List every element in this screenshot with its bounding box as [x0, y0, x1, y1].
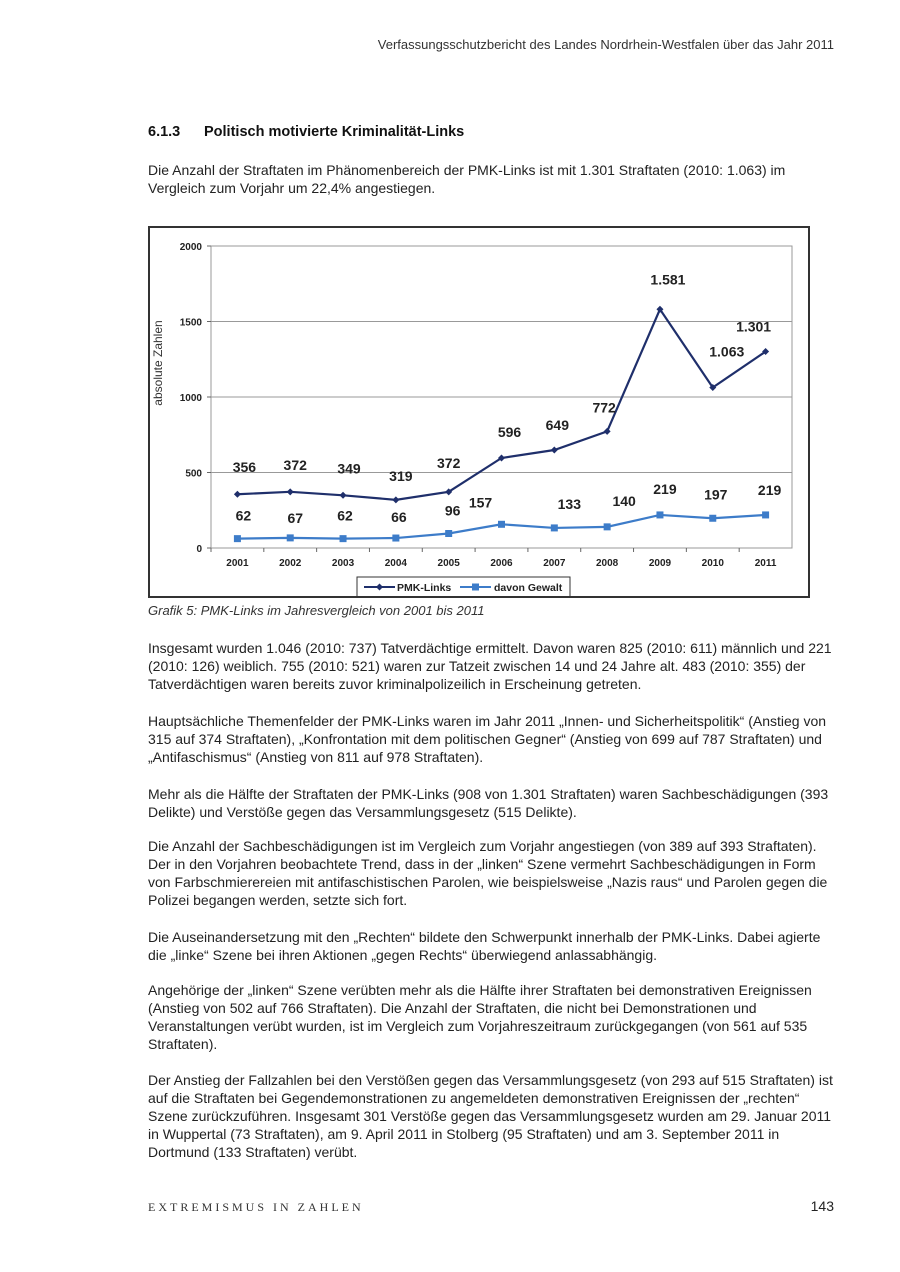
axis-ticks: [180, 242, 777, 569]
data-label-gewalt: 67: [287, 509, 304, 526]
data-label-gewalt: 197: [704, 486, 728, 503]
paragraph-7: Der Anstieg der Fallzahlen bei den Verstößen gegen das Versammlungsgesetz (von 293 auf 515 Straftaten) ist auf die Straftaten bei Gegendemonstrationen zu angemeldeten demonstrativen Ereignissen der „rechten“ Szene zurückzuführen. Insgesamt 301 Verstöße gegen das Versammlungsgesetz wurden am 29. Januar 2011 in Wuppertal (73 Straftaten), am 9. April 2011 in Stolberg (95 Straftaten) und am 3. September 2011 in Dortmund (133 Straftaten) verübt.: [148, 1072, 833, 1160]
data-label-pmk: 1.301: [736, 318, 772, 335]
data-point-pmk: [287, 488, 294, 495]
x-tick-label: 2011: [754, 558, 777, 569]
page-number: 143: [810, 1198, 834, 1214]
data-labels: [233, 271, 782, 526]
intro-paragraph: Die Anzahl der Straftaten im Phänomenbereich der PMK-Links ist mit 1.301 Straftaten (2010: 1.063) im Vergleich zum Vorjahr um 22,4% angestiegen.: [148, 162, 786, 196]
data-label-gewalt: 140: [612, 492, 636, 509]
paragraph-1: Insgesamt wurden 1.046 (2010: 737) Tatverdächtige ermittelt. Davon waren 825 (2010: 611) männlich und 221 (2010: 126) weiblich. 755 (2010: 521) waren zur Tatzeit zwischen 14 und 24 Jahre alt. 483 (2010: 355) der Tatverdächtigen waren bereits zuvor kriminalpolizeilich in Erscheinung getreten.: [148, 640, 832, 692]
data-point-gewalt: [445, 530, 452, 537]
x-tick-label: 2008: [596, 558, 619, 569]
legend-label-pmk: PMK-Links: [397, 582, 452, 594]
legend-label-gewalt: davon Gewalt: [494, 582, 563, 594]
data-label-pmk: 649: [545, 417, 569, 434]
legend: [357, 577, 570, 596]
data-point-gewalt: [287, 534, 294, 541]
data-label-gewalt: 219: [653, 480, 677, 497]
data-label-pmk: 772: [592, 399, 616, 416]
y-tick-label: 500: [185, 468, 202, 480]
data-point-gewalt: [498, 521, 505, 528]
data-label-gewalt: 219: [757, 481, 782, 498]
y-tick-label: 0: [196, 544, 202, 555]
legend-marker-gewalt: [472, 584, 479, 591]
x-tick-label: 2009: [648, 558, 672, 569]
data-label-gewalt: 62: [337, 507, 353, 524]
data-point-gewalt: [604, 523, 611, 530]
data-point-gewalt: [551, 524, 558, 531]
paragraph-5: Die Auseinandersetzung mit den „Rechten“ bildete den Schwerpunkt innerhalb der PMK-Links. Dabei agierte die „linke“ Szene bei ihren Aktionen „gegen Rechts“ überwiegend anlassabhängig.: [148, 929, 821, 963]
x-tick-label: 2010: [701, 558, 724, 569]
data-label-pmk: 372: [283, 456, 307, 473]
section-number: 6.1.3: [148, 124, 181, 140]
y-tick-label: 1500: [179, 317, 202, 329]
data-point-pmk: [604, 428, 611, 435]
data-point-pmk: [234, 491, 241, 498]
paragraph-2: Hauptsächliche Themenfelder der PMK-Links waren im Jahr 2011 „Innen- und Sicherheitspolitik“ (Anstieg von 315 auf 374 Straftaten), „Konfrontation mit dem politischen Gegner“ (Anstieg von 699 auf 787 Straftaten) und „Antifaschismus“ (Anstieg von 811 auf 978 Straftaten).: [148, 713, 827, 765]
x-tick-label: 2005: [437, 558, 460, 569]
y-axis-title: absolute Zahlen: [151, 320, 165, 406]
paragraph-6: Angehörige der „linken“ Szene verübten mehr als die Hälfte ihrer Straftaten bei demonstrativen Ereignissen (Anstieg von 502 auf 766 Straftaten). Die Anzahl der Straftaten, die nicht bei Demonstrationen und Veranstaltungen verübt wurden, ist im Vergleich zum Vorjahreszeitraum zurückgegangen (von 561 auf 535 Straftaten).: [148, 982, 812, 1052]
line-chart: [150, 228, 808, 596]
paragraph-3: Mehr als die Hälfte der Straftaten der PMK-Links (908 von 1.301 Straftaten) waren Sachbeschädigungen (393 Delikte) und Verstöße gegen das Versammlungsgesetz (515 Delikte).: [148, 786, 829, 820]
section-heading: [148, 124, 464, 140]
data-point-gewalt: [340, 535, 347, 542]
x-tick-label: 2006: [490, 558, 513, 569]
x-tick-label: 2004: [384, 558, 407, 569]
x-tick-label: 2001: [226, 558, 249, 569]
paragraph-4: Die Anzahl der Sachbeschädigungen ist im Vergleich zum Vorjahr angestiegen (von 389 auf 393 Straftaten). Der in den Vorjahren beobachtete Trend, dass in der „linken“ Szene vermehrt Sachbeschädigungen in Form von Farbschmierereien mit antifaschistischen Parolen, wie beispielsweise „Nazis raus“ und Parolen gegen die Polizei begangen werden, setzte sich fort.: [148, 838, 828, 908]
data-point-pmk: [340, 492, 347, 499]
y-tick-label: 2000: [179, 242, 202, 253]
chart-frame: [148, 226, 810, 598]
gridlines: [211, 246, 792, 548]
data-point-pmk: [551, 447, 558, 454]
data-point-gewalt: [234, 535, 241, 542]
data-label-pmk: 372: [437, 454, 461, 471]
y-tick-label: 1000: [179, 393, 202, 404]
x-tick-label: 2007: [543, 558, 566, 569]
section-title: Politisch motivierte Kriminalität-Links: [204, 124, 465, 140]
data-point-gewalt: [762, 511, 769, 518]
data-point-gewalt: [656, 511, 663, 518]
data-label-pmk: 596: [497, 424, 522, 441]
data-label-gewalt: 66: [391, 509, 407, 526]
data-point-gewalt: [392, 535, 399, 542]
data-point-pmk: [392, 496, 399, 503]
data-label-pmk: 356: [232, 459, 257, 476]
footer-title: EXTREMISMUS IN ZAHLEN: [148, 1200, 364, 1214]
data-label-gewalt: 133: [557, 495, 581, 512]
x-tick-label: 2002: [279, 558, 302, 569]
running-header: Verfassungsschutzbericht des Landes Nordrhein-Westfalen über das Jahr 2011: [377, 37, 834, 52]
data-label-pmk: 1.581: [650, 271, 686, 288]
data-label-pmk: 1.063: [709, 343, 745, 360]
data-label-gewalt: 157: [468, 494, 493, 511]
data-point-gewalt: [709, 515, 716, 522]
data-label-pmk: 319: [389, 467, 413, 484]
x-tick-label: 2003: [331, 558, 355, 569]
data-label-gewalt: 62: [235, 507, 252, 524]
data-label-gewalt: 96: [444, 502, 461, 519]
chart-caption: Grafik 5: PMK-Links im Jahresvergleich von 2001 bis 2011: [148, 603, 485, 618]
data-label-pmk: 349: [337, 460, 361, 477]
